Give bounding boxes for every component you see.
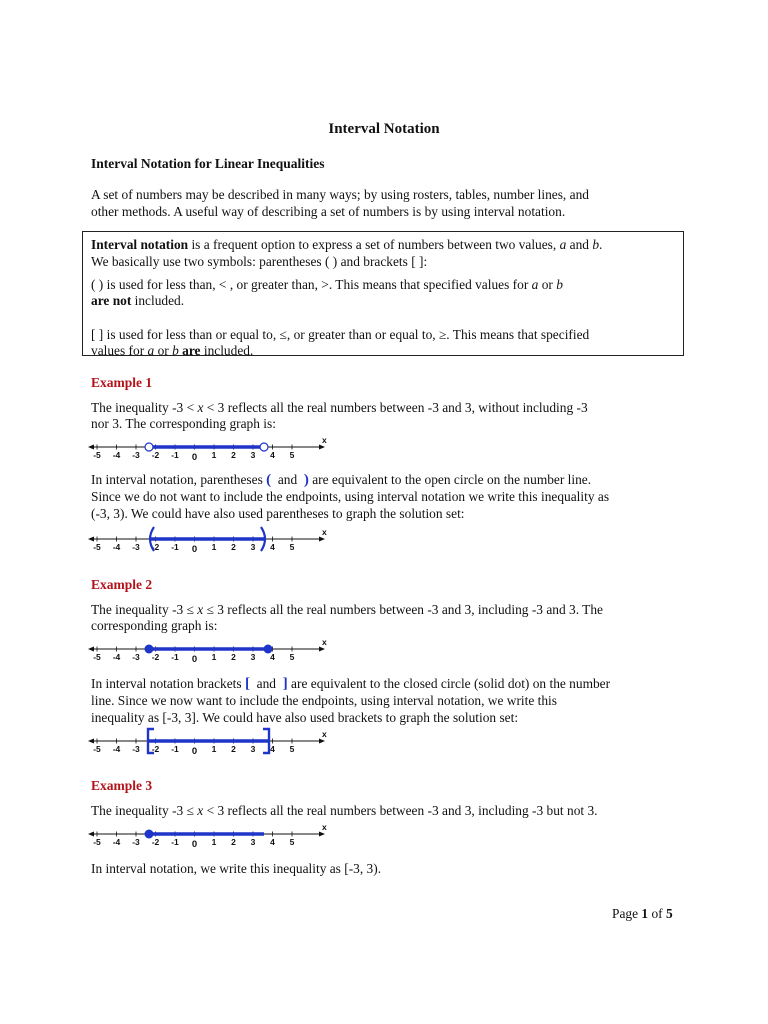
- tick-label: 4: [270, 652, 275, 662]
- example-3-line-1: The inequality -3 ≤ x < 3 reflects all the real numbers between -3 and 3, including -3 but not 3.: [91, 803, 598, 818]
- brackets-rule-cont: values for a or b are included.: [91, 343, 254, 358]
- tick-labels: [93, 744, 294, 756]
- tick-label: -2: [151, 744, 160, 754]
- tick-label: -5: [93, 652, 101, 662]
- tick-label: 2: [231, 450, 236, 460]
- tick-label: -1: [171, 652, 179, 662]
- tick-label: -3: [132, 450, 140, 460]
- brackets-rule: [ ] is used for less than or equal to, ≤, or greater than or equal to, ≥. This means that specified: [91, 327, 590, 342]
- tick-label: -5: [93, 450, 101, 460]
- example-3-explain: In interval notation, we write this inequality as [-3, 3).: [91, 861, 382, 876]
- tick-label: 5: [289, 450, 295, 460]
- tick-label: -2: [151, 542, 160, 552]
- example-1-line-1: The inequality -3 < x < 3 reflects all the real numbers between -3 and 3, without including -3: [91, 400, 588, 415]
- tick-label: 2: [231, 744, 236, 754]
- tick-label: -5: [93, 542, 101, 552]
- total-pages: 5: [665, 906, 673, 921]
- tick-label: 4: [270, 542, 275, 552]
- axis-variable: x: [322, 640, 327, 647]
- closed-circle-left: [145, 830, 154, 839]
- open-bracket-symbol: [: [244, 676, 250, 692]
- close-parenthesis-symbol: ): [303, 472, 309, 488]
- tick-label: -4: [112, 652, 121, 662]
- parentheses-rule-cont: are not included.: [91, 293, 185, 308]
- axis-variable: x: [322, 825, 327, 832]
- tick-label: 2: [231, 652, 236, 662]
- tick-label: 0: [191, 544, 198, 554]
- axis-arrow-right: [319, 537, 325, 542]
- example-1-explain-3: (-3, 3). We could have also used parentheses to graph the solution set:: [91, 506, 465, 521]
- tick-label: 2: [231, 837, 236, 847]
- tick-label: 4: [270, 837, 275, 847]
- example-1-explain-2: Since we do not want to include the endpoints, using interval notation we write this inequality as: [91, 489, 610, 504]
- tick-label: 2: [231, 542, 236, 552]
- example-1-line-2: nor 3. The corresponding graph is:: [91, 416, 276, 431]
- example-2-explain-1: In interval notation brackets [ and ] are equivalent to the closed circle (solid dot) on the number: [91, 676, 611, 692]
- tick-label: -3: [132, 837, 140, 847]
- closed-circle-right: [264, 645, 273, 654]
- tick-label: 3: [250, 652, 256, 662]
- tick-label: 5: [289, 837, 295, 847]
- closed-circle-left: [145, 645, 154, 654]
- tick-label: -3: [132, 542, 140, 552]
- tick-label: 5: [289, 744, 295, 754]
- axis-arrow-left: [88, 537, 94, 542]
- tick-label: 3: [250, 744, 256, 754]
- definition-line-1: Interval notation is a frequent option to express a set of numbers between two values, a and b.: [91, 237, 603, 252]
- section-heading: Interval Notation for Linear Inequalities: [91, 156, 325, 171]
- axis-arrow-left: [88, 445, 94, 450]
- axis-arrow-left: [88, 739, 94, 744]
- number-line-half-open: [88, 825, 328, 851]
- tick-label: 5: [289, 652, 295, 662]
- tick-label: -2: [151, 450, 160, 460]
- tick-label: 1: [211, 837, 217, 847]
- tick-label: -4: [112, 542, 121, 552]
- tick-label: -2: [151, 652, 160, 662]
- tick-label: -4: [112, 744, 121, 754]
- tick-label: -5: [93, 837, 101, 847]
- axis-variable: x: [322, 729, 327, 739]
- axis-variable: x: [322, 527, 327, 537]
- number-line-closed-circles: [88, 640, 328, 666]
- tick-label: 1: [211, 744, 217, 754]
- tick-label: 0: [191, 452, 198, 463]
- axis-arrow-right: [319, 445, 325, 450]
- axis-arrow-right: [319, 647, 325, 652]
- tick-label: -1: [171, 744, 179, 754]
- definition-term: Interval notation: [91, 237, 189, 252]
- tick-label: 4: [270, 744, 275, 754]
- current-page: 1: [641, 906, 649, 921]
- tick-label: -3: [132, 652, 140, 662]
- tick-label: -5: [93, 744, 101, 754]
- tick-label: 5: [289, 542, 295, 552]
- tick-label: -2: [151, 837, 160, 847]
- page-title: Interval Notation: [328, 121, 440, 137]
- tick-label: 3: [250, 450, 256, 460]
- example-1-label: Example 1: [91, 375, 153, 390]
- tick-label: -3: [132, 744, 140, 754]
- tick-label: 1: [211, 542, 217, 552]
- open-parenthesis-symbol: (: [266, 472, 272, 488]
- tick-label: 1: [211, 652, 217, 662]
- definition-box: [82, 231, 684, 356]
- tick-label: -4: [112, 450, 121, 460]
- page-indicator: Page 1 of 5: [612, 906, 673, 921]
- open-circle-right: [260, 443, 268, 451]
- open-circle-left: [145, 443, 153, 451]
- tick-label: 0: [191, 654, 198, 665]
- intro-line-2: other methods. A useful way of describing a set of numbers is by using interval notation.: [91, 204, 566, 219]
- example-2-label: Example 2: [91, 577, 153, 592]
- axis-arrow-right: [319, 739, 325, 744]
- axis-arrow-left: [88, 832, 94, 837]
- close-bracket-symbol: ]: [282, 676, 288, 692]
- tick-label: -4: [112, 837, 121, 847]
- example-2-explain-3: inequality as [-3, 3]. We could have also used brackets to graph the solution set:: [91, 710, 519, 725]
- example-2-line-1: The inequality -3 ≤ x ≤ 3 reflects all the real numbers between -3 and 3, including -3 and 3. The: [91, 602, 603, 617]
- tick-label: -1: [171, 450, 179, 460]
- tick-labels: [93, 837, 294, 850]
- intro-line-1: A set of numbers may be described in many ways; by using rosters, tables, number lines, and: [91, 187, 589, 202]
- tick-labels: [93, 450, 294, 463]
- example-2-line-2: corresponding graph is:: [91, 618, 218, 633]
- axis-arrow-right: [319, 832, 325, 837]
- tick-label: 4: [270, 450, 275, 460]
- number-line-brackets: [88, 726, 328, 756]
- tick-label: 3: [250, 837, 256, 847]
- tick-label: -1: [171, 542, 179, 552]
- tick-label: 1: [211, 450, 217, 460]
- tick-label: 0: [191, 746, 198, 756]
- example-3-label: Example 3: [91, 778, 153, 793]
- axis-variable: x: [322, 438, 327, 445]
- tick-label: -1: [171, 837, 179, 847]
- number-line-parentheses: [88, 524, 328, 554]
- tick-labels: [93, 652, 294, 665]
- parentheses-rule: ( ) is used for less than, < , or greater than, >. This means that specified values for a or b: [91, 277, 563, 292]
- tick-label: 0: [191, 839, 198, 850]
- example-1-explain-1: In interval notation, parentheses ( and ) are equivalent to the open circle on the number line.: [91, 472, 592, 488]
- definition-line-2: We basically use two symbols: parentheses ( ) and brackets [ ]:: [91, 254, 428, 269]
- example-2-explain-2: line. Since we now want to include the endpoints, using interval notation, we write this: [91, 693, 557, 708]
- axis-arrow-left: [88, 647, 94, 652]
- number-line-open-circles: [88, 438, 328, 464]
- tick-label: 3: [250, 542, 256, 552]
